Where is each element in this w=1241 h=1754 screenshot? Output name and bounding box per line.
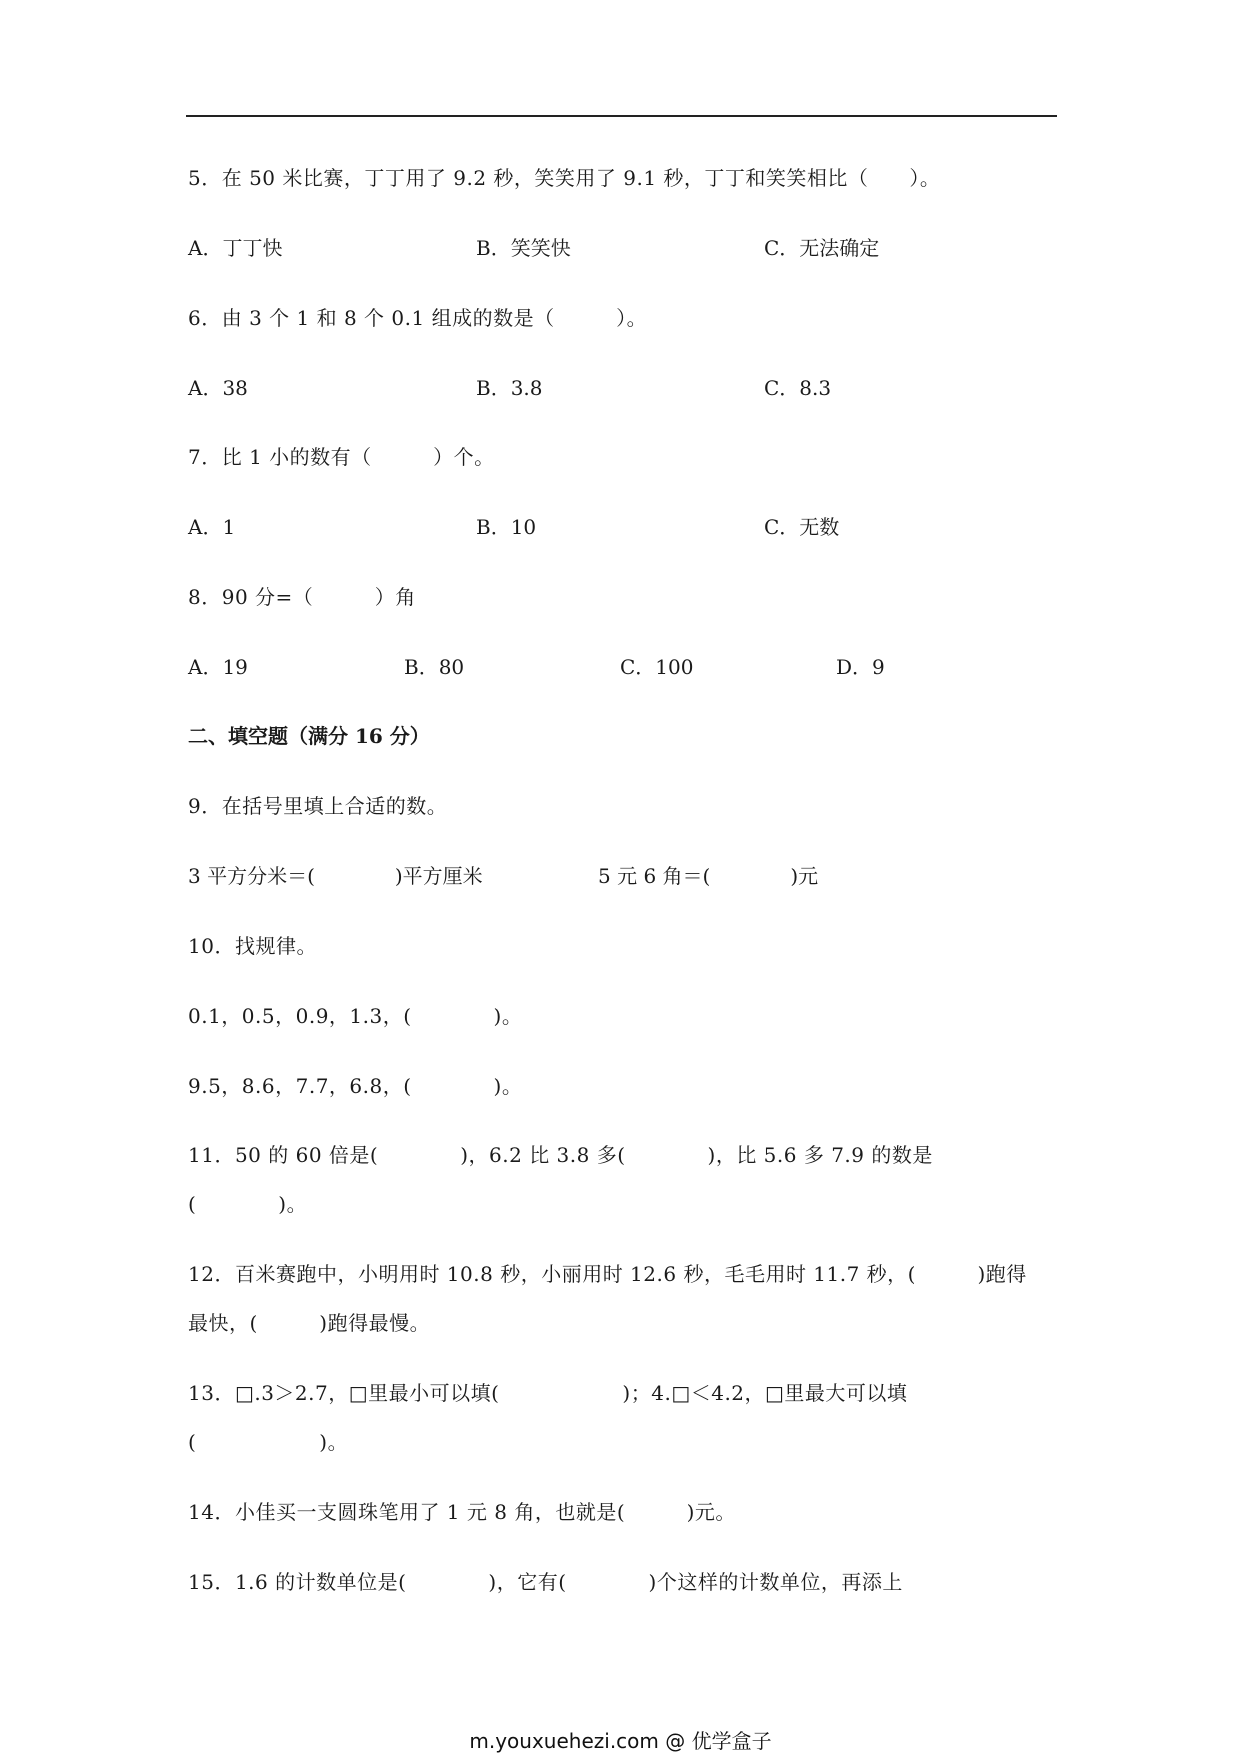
question-5-option-a: A．丁丁快 [188,236,283,260]
question-5-option-b: B．笑笑快 [476,236,571,260]
question-5-stem: 5．在 50 米比赛，丁丁用了 9.2 秒，笑笑用了 9.1 秒，丁丁和笑笑相比（ ）。 [188,166,941,190]
question-6-stem: 6．由 3 个 1 和 8 个 0.1 组成的数是（ ）。 [188,306,648,330]
question-8-option-c: C．100 [620,655,694,679]
question-5-option-c: C．无法确定 [764,236,880,260]
question-9-part-1: 3 平方分米＝( )平方厘米 [188,864,483,888]
question-13-line-2: ( )。 [188,1430,349,1454]
question-6-option-b: B．3.8 [476,376,543,400]
question-9-stem: 9．在括号里填上合适的数。 [188,794,448,818]
question-7-option-c: C．无数 [764,515,840,539]
header-rule [186,115,1057,117]
question-7-stem: 7．比 1 小的数有（ ）个。 [188,445,495,469]
question-11-line-2: ( )。 [188,1192,308,1216]
question-8-option-d: D．9 [836,655,885,679]
question-12-line-1: 12．百米赛跑中，小明用时 10.8 秒，小丽用时 12.6 秒，毛毛用时 11.7 秒，( )跑得 [188,1262,1027,1286]
question-11-line-1: 11．50 的 60 倍是( )，6.2 比 3.8 多( )，比 5.6 多 7.9 的数是 [188,1143,933,1167]
question-13-line-1: 13．□.3＞2.7，□里最小可以填( )；4.□＜4.2，□里最大可以填 [188,1381,908,1405]
question-7-option-b: B．10 [476,515,537,539]
question-10-sequence-2: 9.5，8.6，7.7，6.8，( )。 [188,1074,523,1098]
question-12-line-2: 最快，( )跑得最慢。 [188,1311,431,1335]
question-10-sequence-1: 0.1，0.5，0.9，1.3，( )。 [188,1004,523,1028]
question-10-stem: 10．找规律。 [188,934,317,958]
question-8-option-a: A．19 [188,655,248,679]
question-8-stem: 8．90 分=（ ）角 [188,585,416,609]
question-6-option-c: C．8.3 [764,376,832,400]
question-15-stem: 15．1.6 的计数单位是( )，它有( )个这样的计数单位，再添上 [188,1570,903,1594]
section-2-title: 二、填空题（满分 16 分） [188,724,430,748]
question-14-stem: 14．小佳买一支圆珠笔用了 1 元 8 角，也就是( )元。 [188,1500,736,1524]
question-8-option-b: B．80 [404,655,465,679]
question-9-part-2: 5 元 6 角＝( )元 [598,864,819,888]
question-7-option-a: A．1 [188,515,236,539]
footer-watermark: m.youxuehezi.com @ 优学盒子 [469,1729,772,1753]
question-6-option-a: A．38 [188,376,248,400]
